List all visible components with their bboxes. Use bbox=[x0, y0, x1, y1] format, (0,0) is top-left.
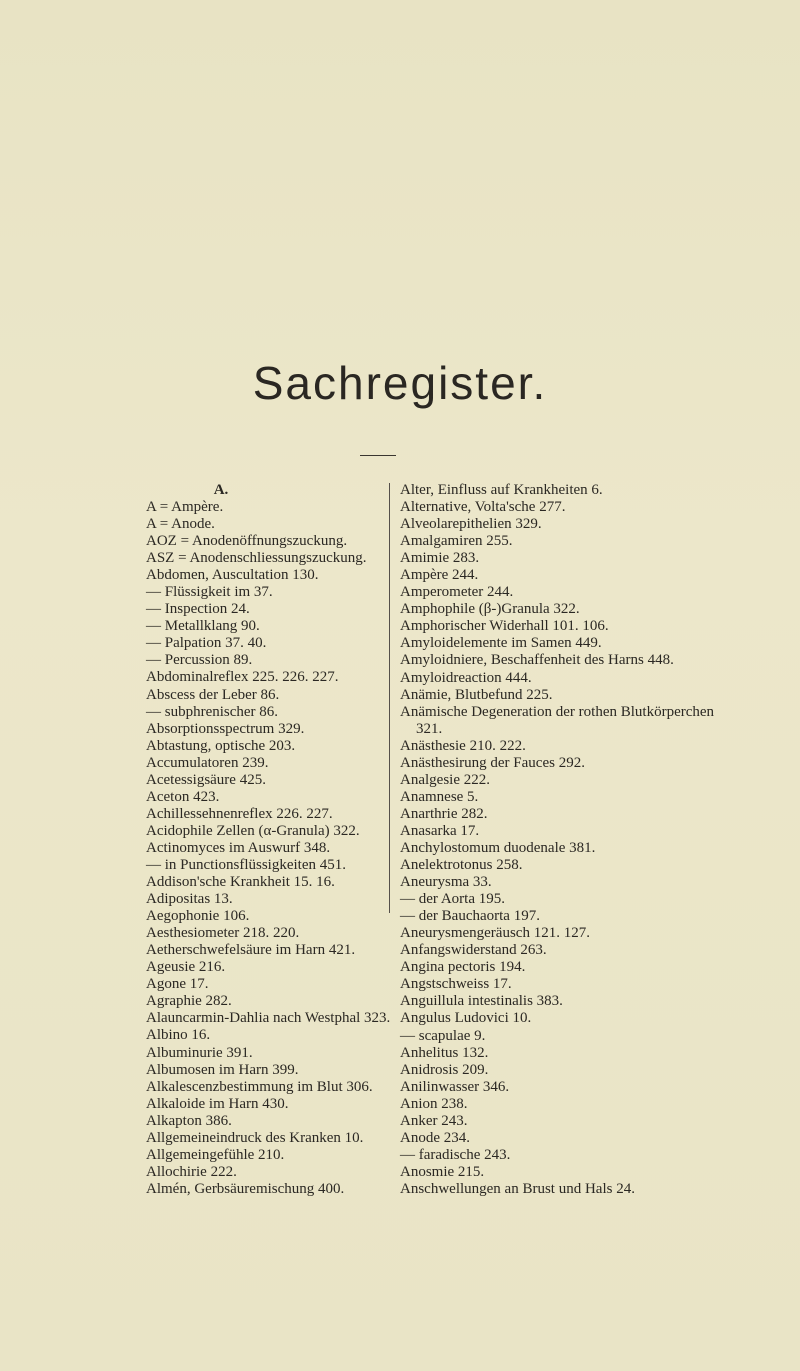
index-entry: Anamnese 5. bbox=[400, 788, 479, 805]
index-entry: Anode 234. bbox=[400, 1129, 470, 1146]
index-entry: Alter, Einfluss auf Krankheiten 6. bbox=[400, 482, 603, 498]
index-entry: Achillessehnenreflex 226. 227. bbox=[146, 805, 333, 822]
index-entry: Alkaloide im Harn 430. bbox=[146, 1095, 289, 1112]
index-entry: — Flüssigkeit im 37. bbox=[146, 584, 273, 601]
index-entry: Amyloidniere, Beschaffenheit des Harns 448. bbox=[400, 652, 674, 669]
index-entry: — in Punctionsflüssigkeiten 451. bbox=[146, 856, 346, 873]
index-entry: Anschwellungen an Brust und Hals 24. bbox=[400, 1180, 635, 1197]
index-entry: Agraphie 282. bbox=[146, 993, 232, 1010]
index-entry: — der Bauchaorta 197. bbox=[400, 908, 540, 925]
title-rule bbox=[360, 455, 396, 456]
index-entry: Aegophonie 106. bbox=[146, 908, 250, 925]
index-entry: Alternative, Volta'sche 277. bbox=[400, 499, 566, 516]
index-entry: Acidophile Zellen (α-Granula) 322. bbox=[146, 822, 360, 839]
section-letter: A. bbox=[213, 482, 229, 498]
index-entry: Anfangswiderstand 263. bbox=[400, 942, 547, 959]
index-entry: Analgesie 222. bbox=[400, 771, 490, 788]
index-entry: Abscess der Leber 86. bbox=[146, 686, 280, 703]
index-entry: Anhelitus 132. bbox=[400, 1044, 489, 1061]
index-entry: Aesthesiometer 218. 220. bbox=[146, 925, 300, 942]
index-entry: — der Aorta 195. bbox=[400, 891, 505, 908]
index-entry: Alkalescenzbestimmung im Blut 306. bbox=[146, 1078, 373, 1095]
index-entry: Agone 17. bbox=[146, 976, 209, 993]
index-entry: Anämie, Blutbefund 225. bbox=[400, 686, 553, 703]
index-entry: Alveolarepithelien 329. bbox=[400, 516, 542, 533]
index-entry: Anchylostomum duodenale 381. bbox=[400, 839, 596, 856]
index-entry: Anker 243. bbox=[400, 1112, 468, 1129]
index-entry: Adipositas 13. bbox=[146, 891, 233, 908]
index-entry: Angstschweiss 17. bbox=[400, 976, 512, 993]
index-entry: — scapulae 9. bbox=[400, 1027, 486, 1044]
index-entry: Amphorischer Widerhall 101. 106. bbox=[400, 618, 609, 635]
column-divider bbox=[389, 483, 390, 913]
index-entry: — Palpation 37. 40. bbox=[146, 635, 267, 652]
index-entry: Albino 16. bbox=[146, 1027, 211, 1044]
left-entries bbox=[146, 499, 391, 1198]
index-entry: Aneurysmengeräusch 121. 127. bbox=[400, 925, 590, 942]
index-entry: Albumosen im Harn 399. bbox=[146, 1061, 299, 1078]
index-entry: A = Anode. bbox=[146, 516, 215, 533]
index-entry: Amyloidreaction 444. bbox=[400, 669, 532, 686]
index-entry: Actinomyces im Auswurf 348. bbox=[146, 839, 331, 856]
right-entries bbox=[400, 482, 735, 1198]
index-entry: Anilinwasser 346. bbox=[400, 1078, 510, 1095]
index-entry: Anästhesirung der Fauces 292. bbox=[400, 754, 585, 771]
index-entry: — Percussion 89. bbox=[146, 652, 253, 669]
index-entry: Amimie 283. bbox=[400, 550, 480, 567]
index-entry: — Inspection 24. bbox=[146, 601, 250, 618]
index-entry: Anion 238. bbox=[400, 1095, 468, 1112]
index-entry: Anguillula intestinalis 383. bbox=[400, 993, 563, 1010]
index-entry: Abtastung, optische 203. bbox=[146, 737, 296, 754]
index-entry: Amalgamiren 255. bbox=[400, 533, 513, 550]
index-entry: Anosmie 215. bbox=[400, 1163, 485, 1180]
index-entry: Allgemeingefühle 210. bbox=[146, 1146, 285, 1163]
index-entry: Amphophile (β-)Granula 322. bbox=[400, 601, 580, 618]
index-entry: Allochirie 222. bbox=[146, 1163, 237, 1180]
index-entry: Amperometer 244. bbox=[400, 584, 514, 601]
index-entry: Anästhesie 210. 222. bbox=[400, 737, 526, 754]
index-entry: Allgemeineindruck des Kranken 10. bbox=[146, 1129, 364, 1146]
index-entry: Alauncarmin-Dahlia nach Westphal 323. bbox=[146, 1010, 391, 1027]
index-entry: Ageusie 216. bbox=[146, 959, 226, 976]
index-entry: ASZ = Anodenschliessungszuckung. bbox=[146, 550, 367, 567]
index-entry: Aneurysma 33. bbox=[400, 874, 492, 891]
index-entry: A = Ampère. bbox=[146, 499, 224, 515]
index-entry: Ampère 244. bbox=[400, 567, 479, 584]
index-entry: Anelektrotonus 258. bbox=[400, 857, 523, 874]
index-entry: Aetherschwefelsäure im Harn 421. bbox=[146, 942, 356, 959]
page-title: Sachregister. bbox=[252, 357, 548, 409]
index-entry: Abdomen, Auscultation 130. bbox=[146, 567, 319, 584]
index-entry: Angulus Ludovici 10. bbox=[400, 1010, 532, 1027]
index-entry: — subphrenischer 86. bbox=[146, 703, 279, 720]
index-entry: Albuminurie 391. bbox=[146, 1044, 253, 1061]
index-entry: Angina pectoris 194. bbox=[400, 959, 526, 976]
index-entry: Absorptionsspectrum 329. bbox=[146, 720, 305, 737]
index-entry: Acetessigsäure 425. bbox=[146, 771, 266, 788]
index-entry: Addison'sche Krankheit 15. 16. bbox=[146, 874, 335, 891]
index-entry: Anidrosis 209. bbox=[400, 1061, 489, 1078]
index-entry: Amyloidelemente im Samen 449. bbox=[400, 635, 602, 652]
index-entry: Anasarka 17. bbox=[400, 822, 480, 839]
index-entry: Anämische Degeneration der rothen Blutkörperchen 321. bbox=[400, 703, 715, 737]
index-entry: Alkapton 386. bbox=[146, 1112, 232, 1129]
index-entry: Anarthrie 282. bbox=[400, 805, 488, 822]
index-column-left bbox=[146, 482, 391, 1198]
index-entry: Almén, Gerbsäuremischung 400. bbox=[146, 1180, 345, 1197]
index-entry: Aceton 423. bbox=[146, 788, 220, 805]
index-column-right bbox=[400, 482, 735, 1198]
index-entry: — Metallklang 90. bbox=[146, 618, 260, 635]
index-entry: AOZ = Anodenöffnungszuckung. bbox=[146, 533, 348, 550]
index-entry: Accumulatoren 239. bbox=[146, 754, 269, 771]
index-entry: — faradische 243. bbox=[400, 1146, 511, 1163]
index-entry: Abdominalreflex 225. 226. 227. bbox=[146, 669, 339, 686]
